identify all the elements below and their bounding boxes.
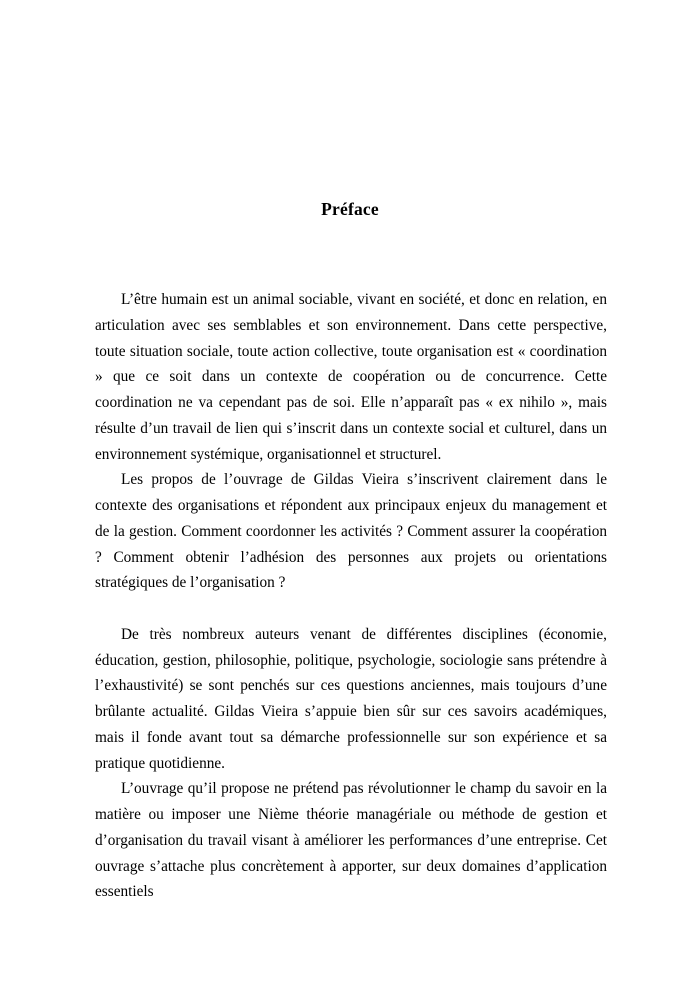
paragraph: L’ouvrage qu’il propose ne prétend pas révolutionner le champ du savoir en la matière ou imposer une Nième théorie managériale ou méthode de gestion et d’organisation du travail visant à améliorer les performances d’une entreprise. Cet ouvrage s’attache plus concrètement à apporter, sur deux domaines d’application essentiels	[95, 780, 607, 901]
paragraph: L’être humain est un animal sociable, vivant en société, et donc en relation, en articulation avec ses semblables et son environnement. Dans cette perspective, toute situation sociale, toute action collective, toute organisation est « coordination » que ce soit dans un contexte de coopération ou de concurrence. Cette coordination ne va cependant pas de soi. Elle n’apparaît pas « ex nihilo », mais résulte d’un travail de lien qui s’inscrit dans un contexte social et culturel, dans un environnement systémique, organisationnel et structurel.	[95, 291, 607, 463]
body-text-block	[95, 287, 607, 905]
page-title: Préface	[321, 199, 379, 219]
paragraph: De très nombreux auteurs venant de différentes disciplines (économie, éducation, gestion, philosophie, politique, psychologie, sociologie sans prétendre à l’exhaustivité) se sont penchés sur ces questions anciennes, mais toujours d’une brûlante actualité. Gildas Vieira s’appuie bien sûr sur ces savoirs académiques, mais il fonde avant tout sa démarche professionnelle sur son expérience et sa pratique quotidienne.	[95, 625, 607, 772]
paragraph: Les propos de l’ouvrage de Gildas Vieira s’inscrivent clairement dans le contexte des organisations et répondent aux principaux enjeux du management et de la gestion. Comment coordonner les activités ? Comment assurer la coopération ? Comment obtenir l’adhésion des personnes aux projets ou orientations stratégiques de l’organisation ?	[95, 471, 607, 592]
